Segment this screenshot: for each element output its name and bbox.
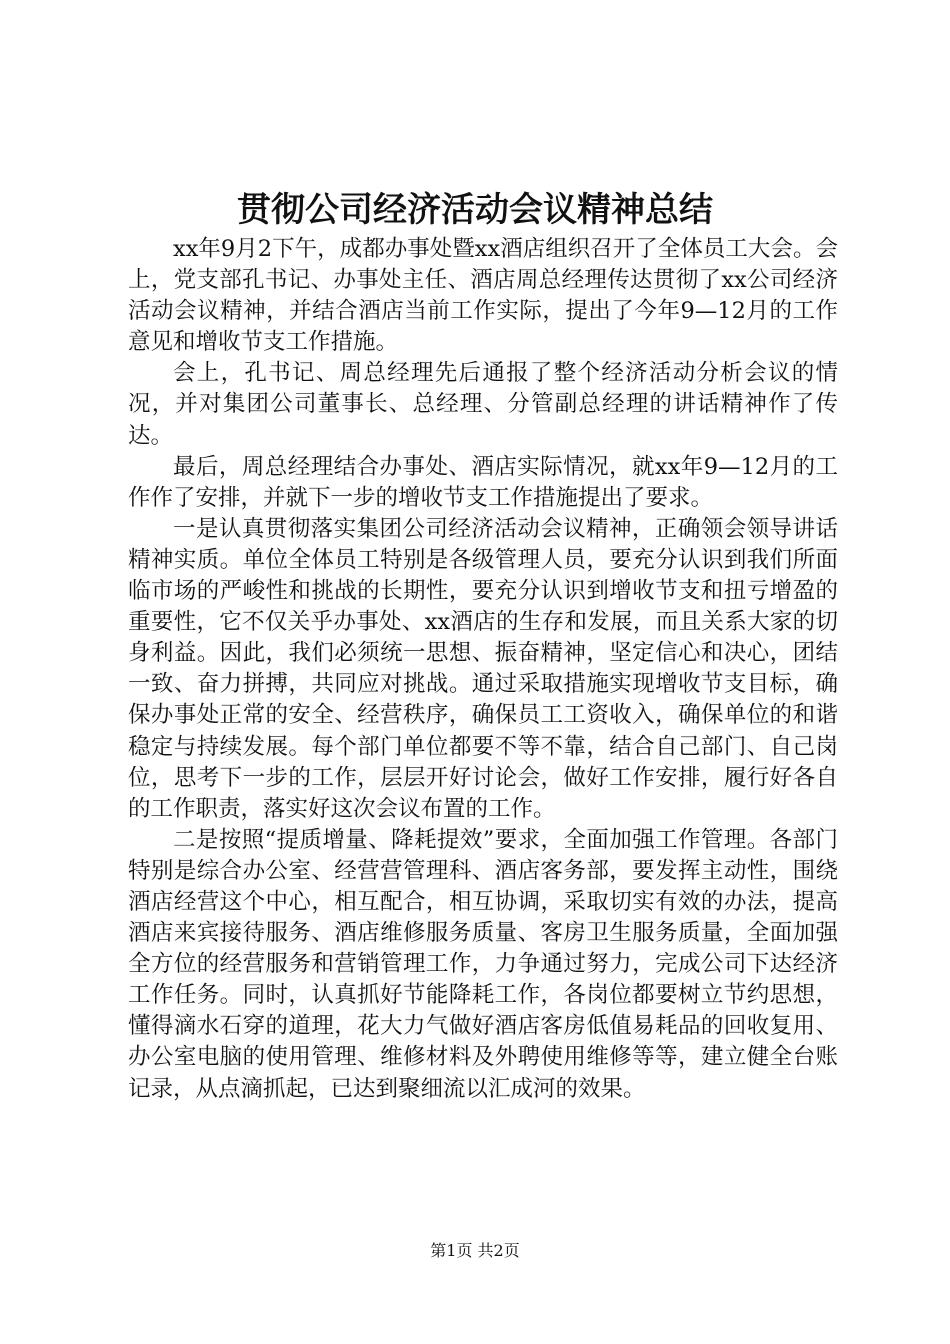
- paragraph-3: 最后，周总经理结合办事处、酒店实际情况，就xx年9—12月的工作作了安排，并就下一步的增收节支工作措施提出了要求。: [128, 453, 838, 511]
- paragraph-2: 会上，孔书记、周总经理先后通报了整个经济活动分析会议的情况，并对集团公司董事长、总经理、分管副总经理的讲话精神作了传达。: [128, 360, 838, 449]
- paragraph-4: 一是认真贯彻落实集团公司经济活动会议精神，正确领会领导讲话精神实质。单位全体员工特别是各级管理人员，要充分认识到我们所面临市场的严峻性和挑战的长期性，要充分认识到增收节支和扭亏增盈的重要性，它不仅关乎办事处、xx酒店的生存和发展，而且关系大家的切身利益。因此，我们必须统一思想、振奋精神，坚定信心和决心，团结一致、奋力拼搏，共同应对挑战。通过采取措施实现增收节支目标，确保办事处正常的安全、经营秩序，确保员工工资收入，确保单位的和谐稳定与持续发展。每个部门单位都要不等不靠，结合自己部门、自己岗位，思考下一步的工作，层层开好讨论会，做好工作安排，履行好各自的工作职责，落实好这次会议布置的工作。: [128, 515, 838, 822]
- page-number-footer: 第1页 共2页: [430, 1241, 520, 1260]
- document-body: [128, 234, 838, 1105]
- paragraph-5: 二是按照“提质增量、降耗提效”要求，全面加强工作管理。各部门特别是综合办公室、经营营管理科、酒店客务部，要发挥主动性，围绕酒店经营这个中心，相互配合，相互协调，采取切实有效的办法，提高酒店来宾接待服务、酒店维修服务质量、客房卫生服务质量，全面加强全方位的经营服务和营销管理工作，力争通过努力，完成公司下达经济工作任务。同时，认真抓好节能降耗工作，各岗位都要树立节约思想，懂得滴水石穿的道理，花大力气做好酒店客房低值易耗品的回收复用、办公室电脑的使用管理、维修材料及外聘使用维修等等，建立健全台账记录，从点滴抓起，已达到聚细流以汇成河的效果。: [128, 826, 838, 1102]
- paragraph-1: xx年9月2下午，成都办事处暨xx酒店组织召开了全体员工大会。会上，党支部孔书记、办事处主任、酒店周总经理传达贯彻了xx公司经济活动会议精神，并结合酒店当前工作实际，提出了今年9—12月的工作意见和增收节支工作措施。: [128, 236, 838, 356]
- document-title: 贯彻公司经济活动会议精神总结: [237, 190, 713, 230]
